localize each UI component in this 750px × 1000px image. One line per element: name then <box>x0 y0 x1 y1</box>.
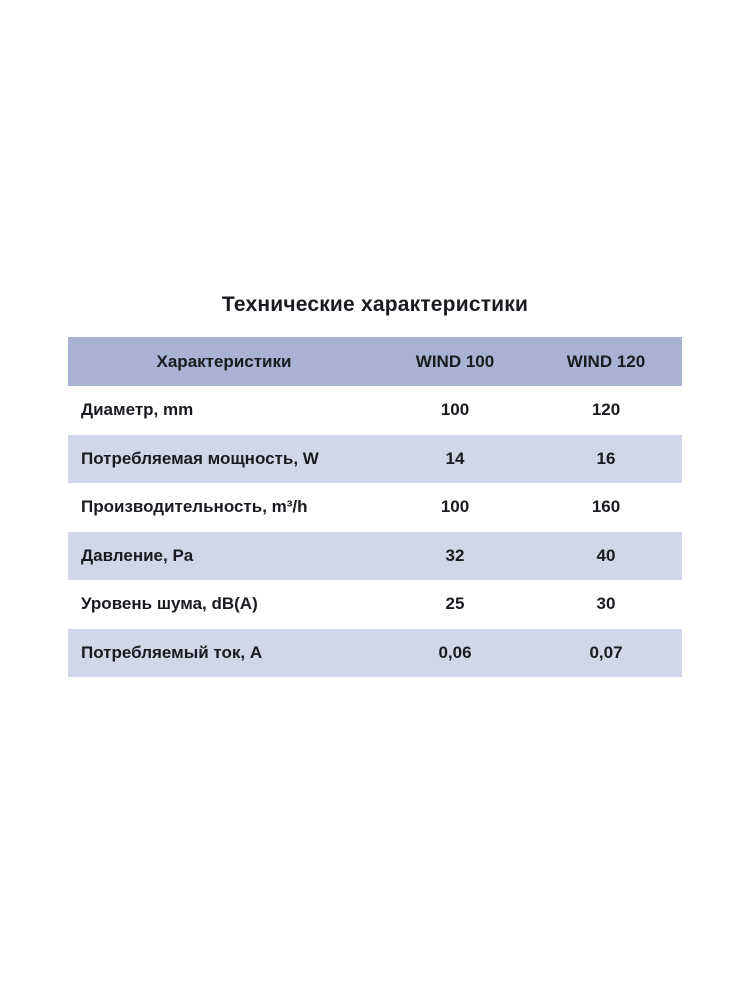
spec-label-cell: Потребляемая мощность, W <box>81 448 319 468</box>
spec-value-cell: 120 <box>591 400 621 420</box>
table-row <box>68 435 682 484</box>
spec-value-cell: 16 <box>596 448 616 468</box>
column-header-characteristics: Характеристики <box>156 351 292 371</box>
spec-label-cell: Потребляемый ток, A <box>81 642 263 662</box>
spec-value-cell: 40 <box>596 545 616 565</box>
table-row <box>68 532 682 581</box>
spec-value-cell: 100 <box>440 400 470 420</box>
table-header-row <box>68 337 682 386</box>
spec-value-cell: 100 <box>440 497 470 517</box>
table-row <box>68 386 682 435</box>
column-header-wind120: WIND 120 <box>566 351 646 371</box>
spec-value-cell: 25 <box>445 594 465 614</box>
page-title: Технические характеристики <box>221 293 529 316</box>
spec-label-cell: Давление, Pa <box>81 545 194 565</box>
spec-value-cell: 160 <box>591 497 621 517</box>
spec-table <box>68 337 682 677</box>
spec-value-cell: 0,07 <box>589 642 623 662</box>
column-header-wind100: WIND 100 <box>415 351 495 371</box>
spec-label-cell: Диаметр, mm <box>81 400 194 420</box>
spec-label-cell: Производительность, m³/h <box>81 497 308 517</box>
table-row <box>68 580 682 629</box>
table-row <box>68 483 682 532</box>
table-row <box>68 629 682 678</box>
spec-value-cell: 32 <box>445 545 465 565</box>
spec-value-cell: 14 <box>445 448 465 468</box>
spec-value-cell: 0,06 <box>438 642 472 662</box>
spec-value-cell: 30 <box>596 594 616 614</box>
spec-label-cell: Уровень шума, dB(A) <box>81 594 258 614</box>
